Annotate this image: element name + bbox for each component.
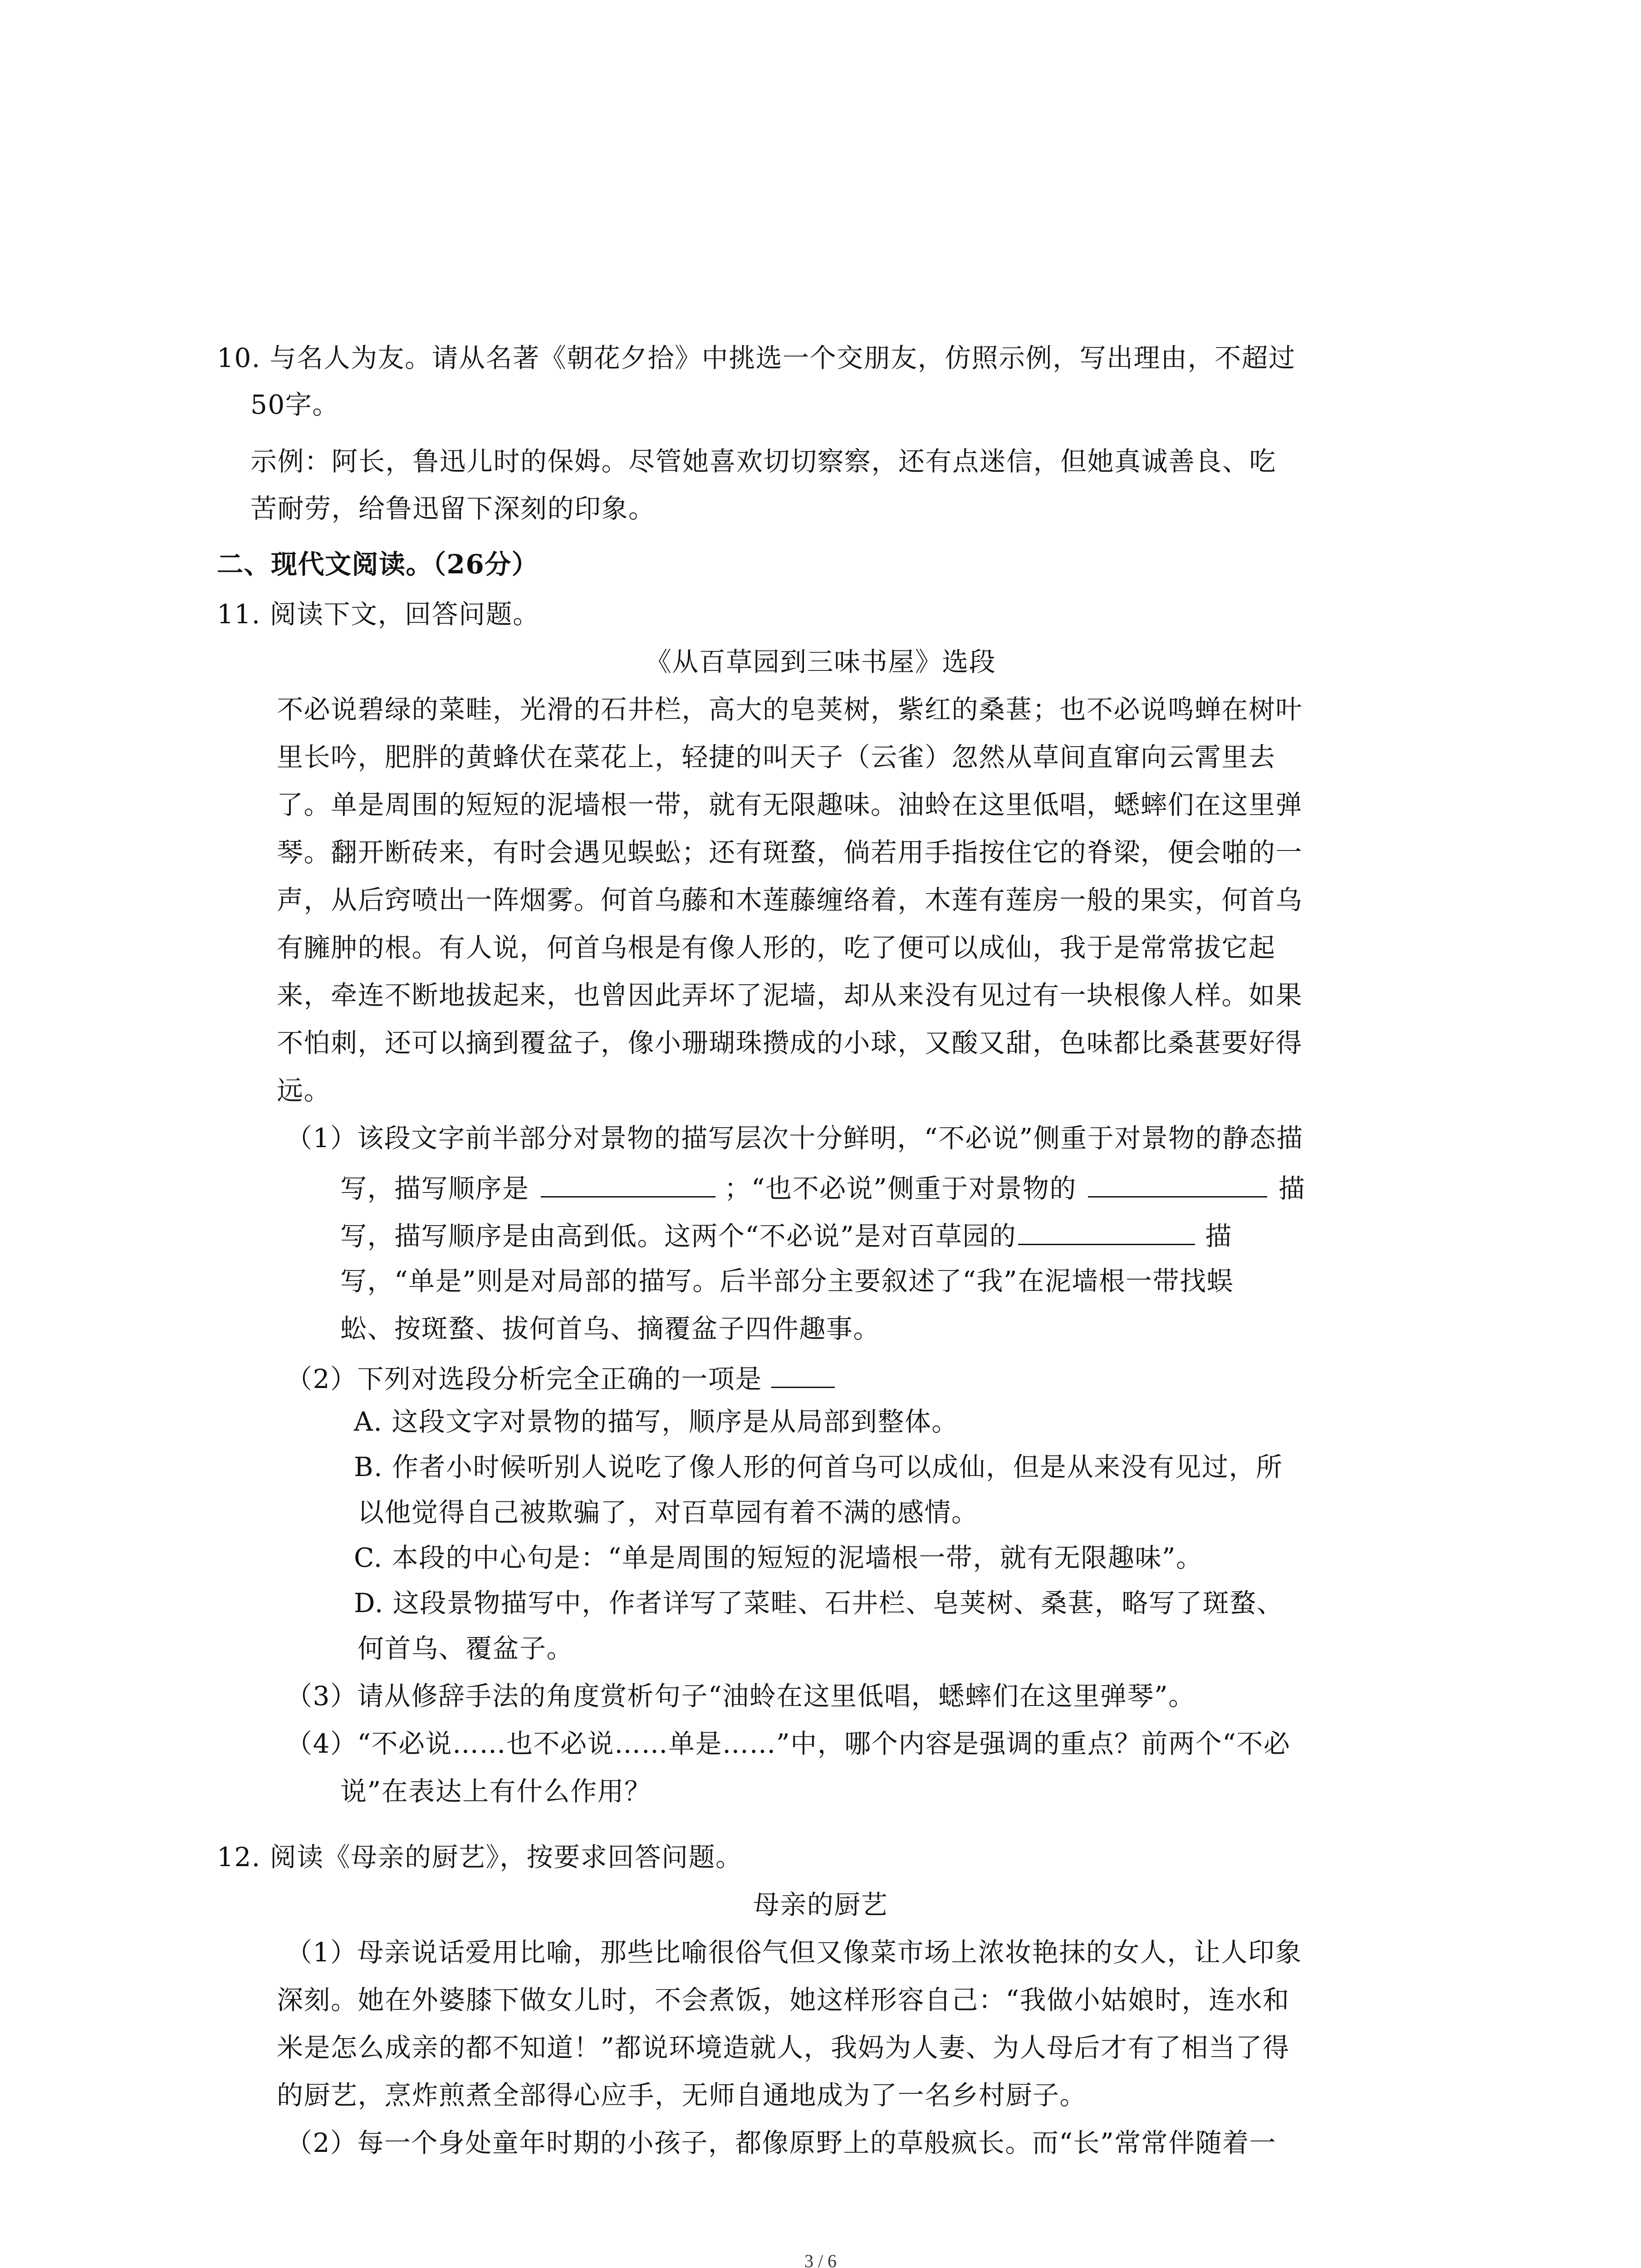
page-number: 3 / 6 (804, 2251, 837, 2268)
q11-passage-line: 不怕刺，还可以摘到覆盆子，像小珊瑚珠攒成的小球，又酸又甜，色味都比桑葚要好得 (277, 1027, 1303, 1058)
q12-passage-line: 深刻。她在外婆膝下做女儿时，不会煮饭，她这样形容自己：“我做小姑娘时，连水和 (277, 1984, 1290, 2015)
answer-blank-4[interactable] (771, 1363, 835, 1388)
q10-example-line-2: 苦耐劳，给鲁迅留下深刻的印象。 (250, 493, 656, 524)
q11-sub1-text: ；“也不必说”侧重于对景物的 (724, 1173, 1077, 1204)
q10-example-line-1: 示例：阿长，鲁迅儿时的保姆。尽管她喜欢切切察察，还有点迷信，但她真诚善良、吃 (250, 446, 1277, 477)
q11-sub4-line-1: （4）“不必说……也不必说……单是……”中，哪个内容是强调的重点？前两个“不必 (286, 1728, 1291, 1759)
q11-sub1-line-5: 蚣、按斑蝥、拔何首乌、摘覆盆子四件趣事。 (340, 1313, 881, 1344)
q11-sub1-text: 写，描写顺序是由高到低。这两个“不必说”是对百草园的 (340, 1221, 1017, 1251)
q11-sub1-text: 写，描写顺序是 (340, 1173, 529, 1204)
q11-intro: 11. 阅读下文，回答问题。 (217, 599, 540, 630)
q11-passage-line: 里长吟，肥胖的黄蜂伏在菜花上，轻捷的叫天子（云雀）忽然从草间直窜向云霄里去 (277, 742, 1276, 772)
q11-option-b: B. 作者小时候听别人说吃了像人形的何首乌可以成仙，但是从来没有见过，所 (354, 1452, 1283, 1482)
q11-option-a: A. 这段文字对景物的描写，顺序是从局部到整体。 (354, 1406, 959, 1437)
q11-passage-line: 不必说碧绿的菜畦，光滑的石井栏，高大的皂荚树，紫红的桑葚；也不必说鸣蝉在树叶 (277, 694, 1303, 725)
q11-sub4-line-2: 说”在表达上有什么作用？ (340, 1776, 652, 1807)
q11-option-d-cont: 何首乌、覆盆子。 (358, 1633, 574, 1664)
answer-blank-1[interactable] (541, 1173, 715, 1198)
q11-sub1-text: 描 (1278, 1173, 1306, 1204)
q11-option-d: D. 这段景物描写中，作者详写了菜畦、石井栏、皂荚树、桑葚，略写了斑蝥、 (354, 1588, 1284, 1618)
q11-passage-line: 声，从后窍喷出一阵烟雾。何首乌藤和木莲藤缠络着，木莲有莲房一般的果实，何首乌 (277, 885, 1303, 915)
q11-sub1-text: 描 (1205, 1221, 1232, 1251)
q11-option-c: C. 本段的中心句是：“单是周围的短短的泥墙根一带，就有无限趣味”。 (354, 1542, 1203, 1573)
q11-passage-line: 远。 (277, 1075, 331, 1106)
q11-option-b-cont: 以他觉得自己被欺骗了，对百草园有着不满的感情。 (358, 1497, 979, 1528)
q12-intro: 12. 阅读《母亲的厨艺》，按要求回答问题。 (217, 1842, 743, 1872)
q11-sub1-line-2 (340, 1173, 1305, 1202)
section-heading: 二、现代文阅读。（26分） (217, 549, 539, 580)
q11-sub1-line-4: 写，“单是”则是对局部的描写。后半部分主要叙述了“我”在泥墙根一带找蜈 (340, 1266, 1234, 1296)
answer-blank-3[interactable] (1018, 1220, 1195, 1245)
q12-passage-line: （2）每一个身处童年时期的小孩子，都像原野上的草般疯长。而“长”常常伴随着一 (286, 2127, 1277, 2158)
q11-sub3: （3）请从修辞手法的角度赏析句子“油蛉在这里低唱，蟋蟀们在这里弹琴”。 (286, 1681, 1195, 1711)
q12-passage-line: 米是怎么成亲的都不知道！”都说环境造就人，我妈为人妻、为人母后才有了相当了得 (277, 2032, 1290, 2063)
q10-line-1: 10. 与名人为友。请从名著《朝花夕拾》中挑选一个交朋友，仿照示例，写出理由，不超过 (217, 342, 1296, 373)
q11-sub2-stem-text: （2）下列对选段分析完全正确的一项是 (286, 1364, 762, 1394)
q11-passage-line: 有臃肿的根。有人说，何首乌根是有像人形的，吃了便可以成仙，我于是常常拔它起 (277, 932, 1276, 963)
q12-passage-title: 母亲的厨艺 (753, 1889, 888, 1920)
answer-blank-2[interactable] (1088, 1173, 1267, 1198)
q12-passage-line: 的厨艺，烹炸煎煮全部得心应手，无师自通地成为了一名乡村厨子。 (277, 2080, 1087, 2111)
q11-passage-line: 琴。翻开断砖来，有时会遇见蜈蚣；还有斑蝥，倘若用手指按住它的脊梁，便会啪的一 (277, 837, 1303, 868)
q10-line-2: 50字。 (250, 389, 339, 420)
q11-passage-line: 来，牵连不断地拔起来，也曾因此弄坏了泥墙，却从来没有见过有一块根像人样。如果 (277, 980, 1303, 1011)
q11-sub1-line-1: （1）该段文字前半部分对景物的描写层次十分鲜明，“不必说”侧重于对景物的静态描 (286, 1123, 1303, 1154)
q11-passage-title: 《从百草园到三味书屋》选段 (645, 646, 996, 677)
q11-sub2-stem (286, 1363, 835, 1392)
q11-sub1-line-3 (340, 1220, 1232, 1249)
q11-passage-line: 了。单是周围的短短的泥墙根一带，就有无限趣味。油蛉在这里低唱，蟋蟀们在这里弹 (277, 789, 1303, 820)
q12-passage-line: （1）母亲说话爱用比喻，那些比喻很俗气但又像菜市场上浓妆艳抹的女人，让人印象 (286, 1937, 1302, 1968)
